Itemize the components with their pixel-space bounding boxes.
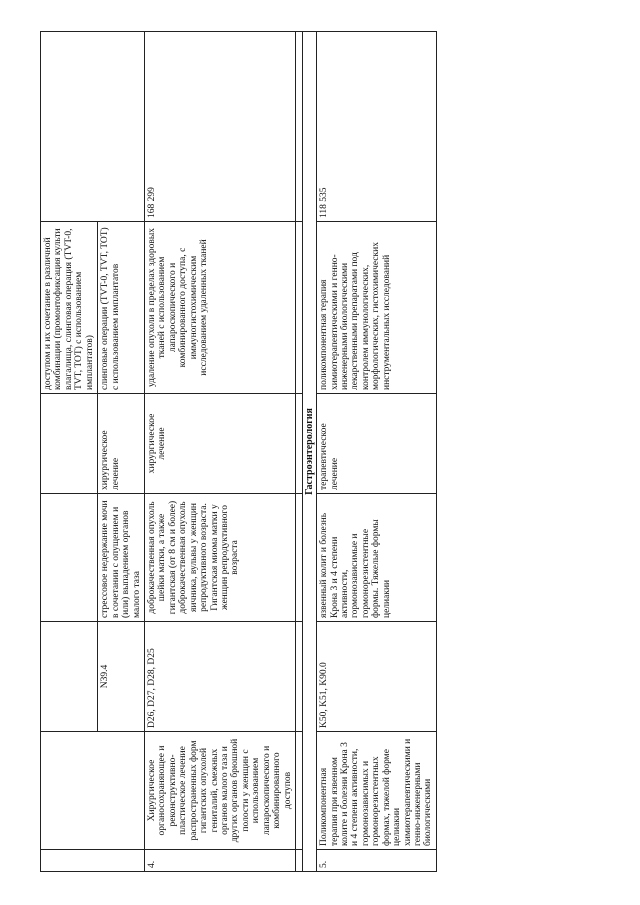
cell-method: слинговые операции (TVT-0, TVT, TOT) с использованием имплантатов [98, 222, 145, 394]
cell-empty [41, 32, 145, 222]
cell-model: стрессовое недержание мочи в сочетании с опущением и (или) выпадением органов малого таза [98, 494, 145, 622]
cell-cost: 118 535 [317, 32, 437, 222]
table-row-5 [317, 32, 437, 872]
cell-code: K50, K51, K90.0 [317, 622, 437, 732]
section-header-row [303, 32, 317, 872]
table-row-4 [144, 32, 295, 872]
cell-number: 5. [317, 850, 437, 872]
table-spacer-row [296, 32, 303, 872]
medical-care-table [40, 31, 437, 872]
cell-treatment: хирургическое лечение [144, 394, 295, 494]
cell-method: доступом и их сочетание в различной комбинации (промонтофиксация культи влагалища, слинговая операция (TVT-0, TVT, TOT) с использованием имплантатов) [41, 222, 98, 394]
table-row-continuation [41, 32, 98, 872]
cell-number: 4. [144, 850, 295, 872]
cell-treatment: хирургическое лечение [98, 394, 145, 494]
section-title: Гастроэнтерология [303, 32, 317, 872]
rotated-document-page [40, 32, 600, 872]
cell-name: Хирургическое органосохраняющее и реконструктивно-пластическое лечение распространенных форм гигантских опухолей гениталий, смежных органов малого таза и других органов брюшной полости у женщин с использованием лапароскопического и комбинированного доступов [144, 732, 295, 850]
cell-treatment: терапевтическое лечение [317, 394, 437, 494]
cell-method: поликомпонентная терапия химиотерапевтическими и генно-инженерными биологическими лекарственными препаратами под контролем иммунологических, морфологических, гистохимических инструментальных исследований [317, 222, 437, 394]
cell-name: Поликомпонентная терапия при язвенном колите и болезни Крона 3 и 4 степени активности, гормонозависимых и гормонорезистентных формах, тяжелой форме целиакии химиотерапевтическими и генно-инженерными биологическими [317, 732, 437, 850]
cell-model: язвенный колит и болезнь Крона 3 и 4 степени активности, гормонозависимые и гормонорезистентные формы. Тяжелые формы целиакии [317, 494, 437, 622]
cell-empty [41, 622, 98, 732]
cell-empty [41, 394, 98, 494]
cell-cost: 168 299 [144, 32, 295, 222]
cell-code: D26, D27, D28, D25 [144, 622, 295, 732]
cell-code: N39.4 [98, 622, 145, 732]
cell-empty [41, 732, 145, 850]
cell-model: доброкачественная опухоль шейки матки, а также гигантская (от 8 см и более) доброкачественная опухоль яичника, вульвы у женщин репродуктивного возраста. Гигантская миома матки у женщин репродуктивного возраста [144, 494, 295, 622]
cell-empty [41, 494, 98, 622]
cell-empty [41, 850, 145, 872]
cell-method: удаление опухоли в пределах здоровых тканей с использованием лапароскопического и комбинированного доступа, с иммуногистохимическим исследованием удаленных тканей [144, 222, 295, 394]
